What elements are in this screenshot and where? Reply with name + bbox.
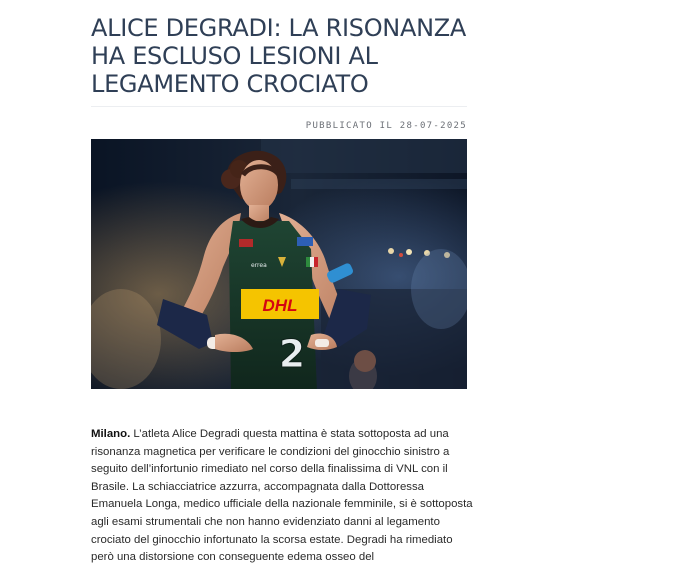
article-hero-image [91, 139, 467, 389]
article-body [91, 426, 475, 567]
jersey-sponsor-logo: DHL [262, 296, 298, 315]
article-title: ALICE DEGRADI: LA RISONANZA HA ESCLUSO LESIONI AL LEGAMENTO CROCIATO [91, 14, 466, 98]
article-lead: Milano. [91, 428, 131, 440]
jersey-brand-logo: errea [251, 262, 267, 269]
article-body-text: L’atleta Alice Degradi questa mattina è stata sottoposta ad una risonanza magnetica per verificare le condizioni del ginocchio sinistro a seguito dell’infortunio rimediato nel corso della finalissima di VNL con il Brasile. La schiacciatrice azzurra, accompagnata dalla Dottoressa Emanuela Longa, medico ufficiale della nazionale femminile, si è sottoposta agli esami strumentali che non hanno evidenziato danni al legamento crociato del ginocchio infortunato la scorsa estate. Degradi ha rimediato però una distorsione con conseguente edema osseo del [91, 428, 473, 564]
publication-date: PUBBLICATO IL 28-07-2025 [305, 121, 467, 131]
title-divider [91, 106, 467, 107]
jersey-number: 2 [278, 332, 306, 376]
